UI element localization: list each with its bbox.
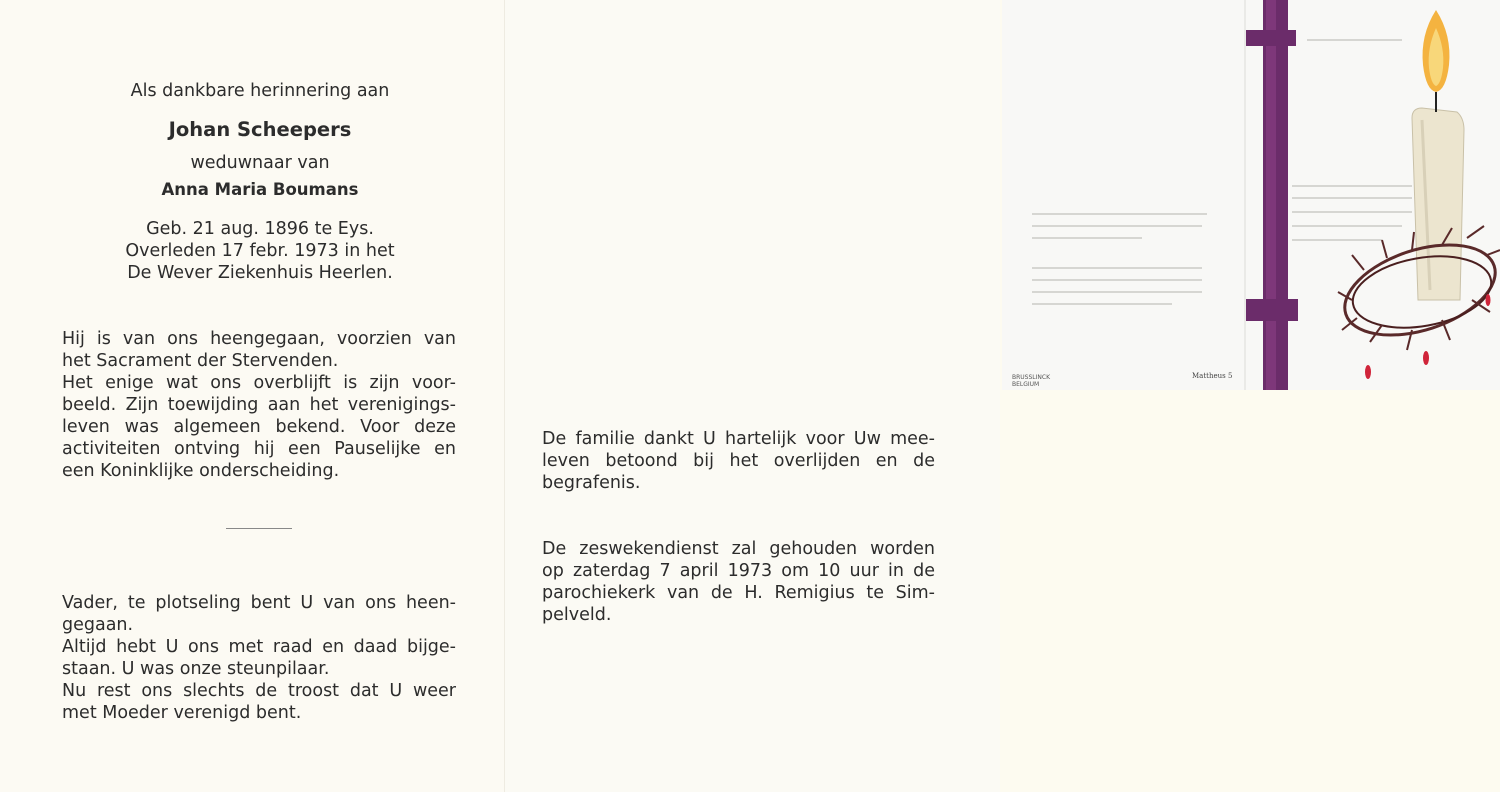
text-line: parochiekerk van de H. Remigius te Sim- xyxy=(542,583,935,603)
relation-text: weduwnaar van xyxy=(190,153,330,173)
card-illustration xyxy=(1002,0,1500,390)
publisher-line-2: BELGIUM xyxy=(1012,381,1040,388)
death-line-1: Overleden 17 febr. 1973 in het xyxy=(125,241,395,261)
service-paragraph xyxy=(542,538,935,626)
text-line: Hij is van ons heengegaan, voorzien van xyxy=(62,329,456,349)
text-line: met Moeder verenigd bent. xyxy=(62,703,302,723)
memorial-card-image xyxy=(1002,0,1500,390)
name-block xyxy=(60,119,460,141)
middle-page xyxy=(505,0,1000,792)
text-line: activiteiten ontving hij een Pauselijke en xyxy=(62,439,456,459)
birth-line: Geb. 21 aug. 1896 te Eys. xyxy=(146,219,374,239)
obituary-paragraph-2 xyxy=(62,592,456,724)
intro-text: Als dankbare herinnering aan xyxy=(130,81,390,101)
text-line: leven was algemeen bekend. Voor deze xyxy=(62,417,456,437)
obituary-paragraph-1 xyxy=(62,328,456,482)
text-line: een Koninklijke onderscheiding. xyxy=(62,461,340,481)
text-line: staan. U was onze steunpilaar. xyxy=(62,659,330,679)
dates-block xyxy=(60,218,460,284)
spouse-name: Anna Maria Boumans xyxy=(161,180,359,199)
text-line: het Sacrament der Stervenden. xyxy=(62,351,339,371)
deceased-name: Johan Scheepers xyxy=(168,118,352,141)
spouse-block xyxy=(60,179,460,201)
text-line: Nu rest ons slechts de troost dat U weer xyxy=(62,681,456,701)
text-line: pelveld. xyxy=(542,605,612,625)
publisher-mark xyxy=(1012,374,1050,388)
text-line: begrafenis. xyxy=(542,473,641,493)
text-line: Vader, te plotseling bent U van ons heen- xyxy=(62,593,456,613)
text-line: De zeswekendienst zal gehouden worden xyxy=(542,539,935,559)
text-line: Het enige wat ons overblijft is zijn voor- xyxy=(62,373,456,393)
thanks-paragraph xyxy=(542,428,935,494)
left-page xyxy=(0,0,505,792)
death-line-2: De Wever Ziekenhuis Heerlen. xyxy=(127,263,393,283)
text-line: De familie dankt U hartelijk voor Uw mee- xyxy=(542,429,935,449)
text-line: beeld. Zijn toewijding aan het verenigings- xyxy=(62,395,456,415)
relation-block xyxy=(60,152,460,174)
scripture-caption: Mattheus 5 xyxy=(1192,372,1233,380)
text-line: op zaterdag 7 april 1973 om 10 uur in de xyxy=(542,561,935,581)
divider-line xyxy=(226,528,292,529)
text-line: gegaan. xyxy=(62,615,134,635)
publisher-line-1: BRUSSLINCK xyxy=(1012,374,1051,381)
text-line: leven betoond bij het overlijden en de xyxy=(542,451,935,471)
header-block xyxy=(60,80,460,102)
text-line: Altijd hebt U ons met raad en daad bijge- xyxy=(62,637,456,657)
